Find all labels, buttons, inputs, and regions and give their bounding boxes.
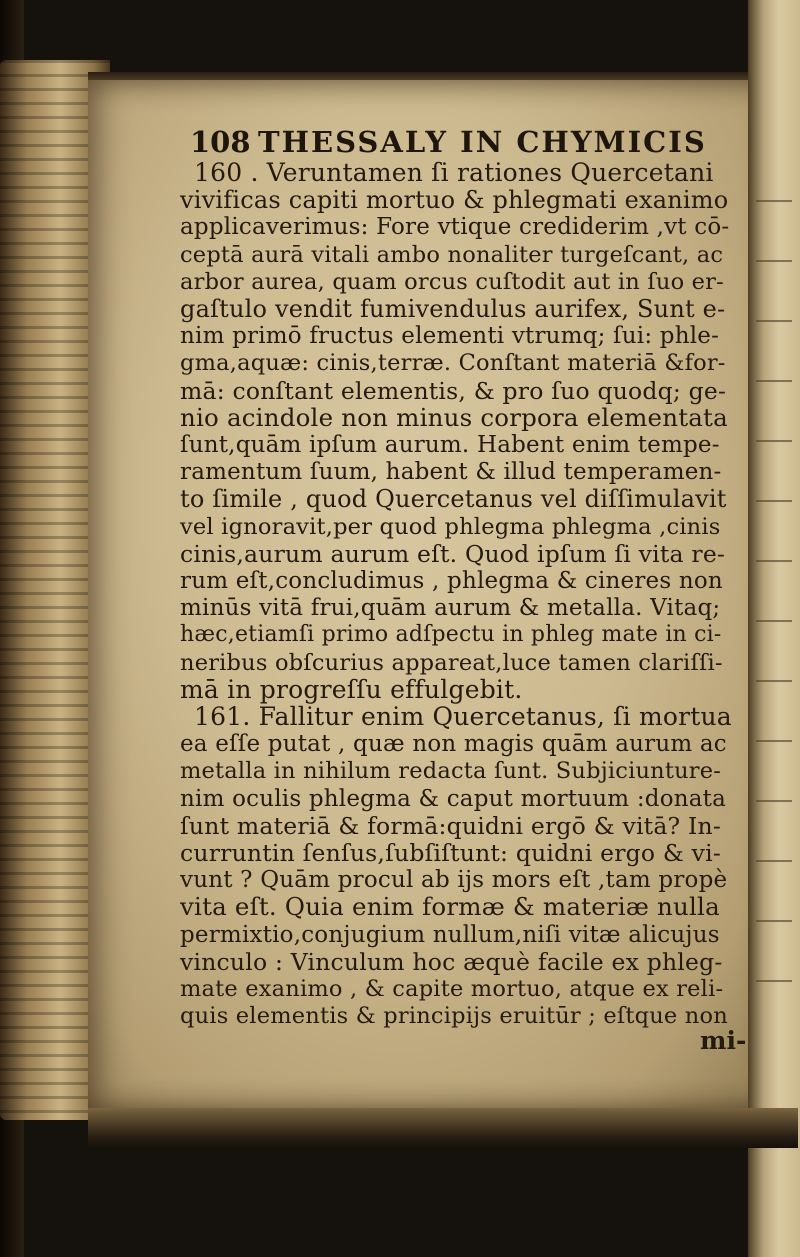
text-line: curruntin ſenſus,ſubſiſtunt: quidni ergo & vi-: [180, 839, 722, 867]
page-number: 108: [190, 125, 251, 159]
text-line: vinculo : Vinculum hoc æquè facile ex phleg-: [180, 947, 723, 976]
text-line: permixtio,conjugium nullum,niſi vitæ alicujus: [180, 921, 720, 948]
right-page-sliver: [748, 0, 800, 1257]
text-line: mate exanimo , & capite mortuo, atque ex reli-: [180, 976, 724, 1002]
text-line: mā in progreſſu effulgebit.: [180, 674, 523, 704]
catchword: mi-: [700, 1026, 747, 1055]
text-line: hæc,etiamſi primo adſpectu in phleg mate in ci-: [180, 622, 722, 648]
text-line: neribus obſcurius appareat,luce tamen clariſſi-: [180, 649, 723, 676]
text-line: vivificas capiti mortuo & phlegmati exanimo: [180, 186, 729, 215]
text-line: applicaverimus: Fore vtique crediderim ,vt cō-: [180, 214, 730, 241]
text-line: ſunt,quām ipſum aurum. Habent enim tempe-: [180, 432, 720, 458]
text-line: to ſimile , quod Quercetanus vel diſſimulavit: [180, 485, 727, 514]
page-bottom-edge: [88, 1108, 798, 1148]
text-line: vel ignoravit,per quod phlegma phlegma ,cinis: [180, 513, 721, 540]
text-line: ſunt materiā & formā:quidni ergō & vitā? In-: [180, 811, 721, 840]
text-line: nim oculis phlegma & caput mortuum :donata: [180, 785, 727, 812]
text-line: mā: conſtant elementis, & pro ſuo quodq; ge-: [180, 376, 727, 405]
text-line: ceptā aurā vitali ambo nonaliter turgeſcant, ac: [180, 241, 724, 268]
text-line: 160 . Veruntamen ſi rationes Quercetani: [194, 158, 714, 187]
text-line: minūs vitā frui,quām aurum & metalla. Vitaq;: [180, 595, 721, 622]
running-head: THESSALY IN CHYMICIS: [258, 125, 707, 159]
text-line: arbor aurea, quam orcus cuſtodit aut in ſuo er-: [180, 268, 724, 295]
text-line: quis elementis & principijs eruitūr ; eſtque non: [180, 1003, 728, 1030]
text-line: ea eſſe putat , quæ non magis quām aurum ac: [180, 731, 727, 758]
text-line: metalla in nihilum redacta ſunt. Subjiciunture-: [180, 758, 722, 785]
text-line: gma,aquæ: cinis,terræ. Conſtant materiā &for-: [180, 350, 726, 377]
text-line: nio acindole non minus corpora elementata: [180, 402, 728, 432]
text-line: vita eſt. Quia enim formæ & materiæ nulla: [180, 892, 720, 922]
text-line: gaſtulo vendit fumivendulus aurifex, Sunt e-: [180, 295, 726, 323]
text-line: rum eſt,concludimus , phlegma & cineres non: [180, 568, 723, 594]
text-line: 161. Fallitur enim Quercetanus, ſi mortua: [194, 702, 732, 731]
text-line: cinis,aurum aurum eſt. Quod ipſum ſi vita re-: [180, 539, 726, 568]
text-line: ramentum ſuum, habent & illud temperamen-: [180, 459, 722, 486]
text-line: nim primō fructus elementi vtrumq; ſui: phle-: [180, 323, 720, 350]
text-line: vunt ? Quām procul ab ijs mors eſt ,tam propè: [180, 867, 728, 894]
